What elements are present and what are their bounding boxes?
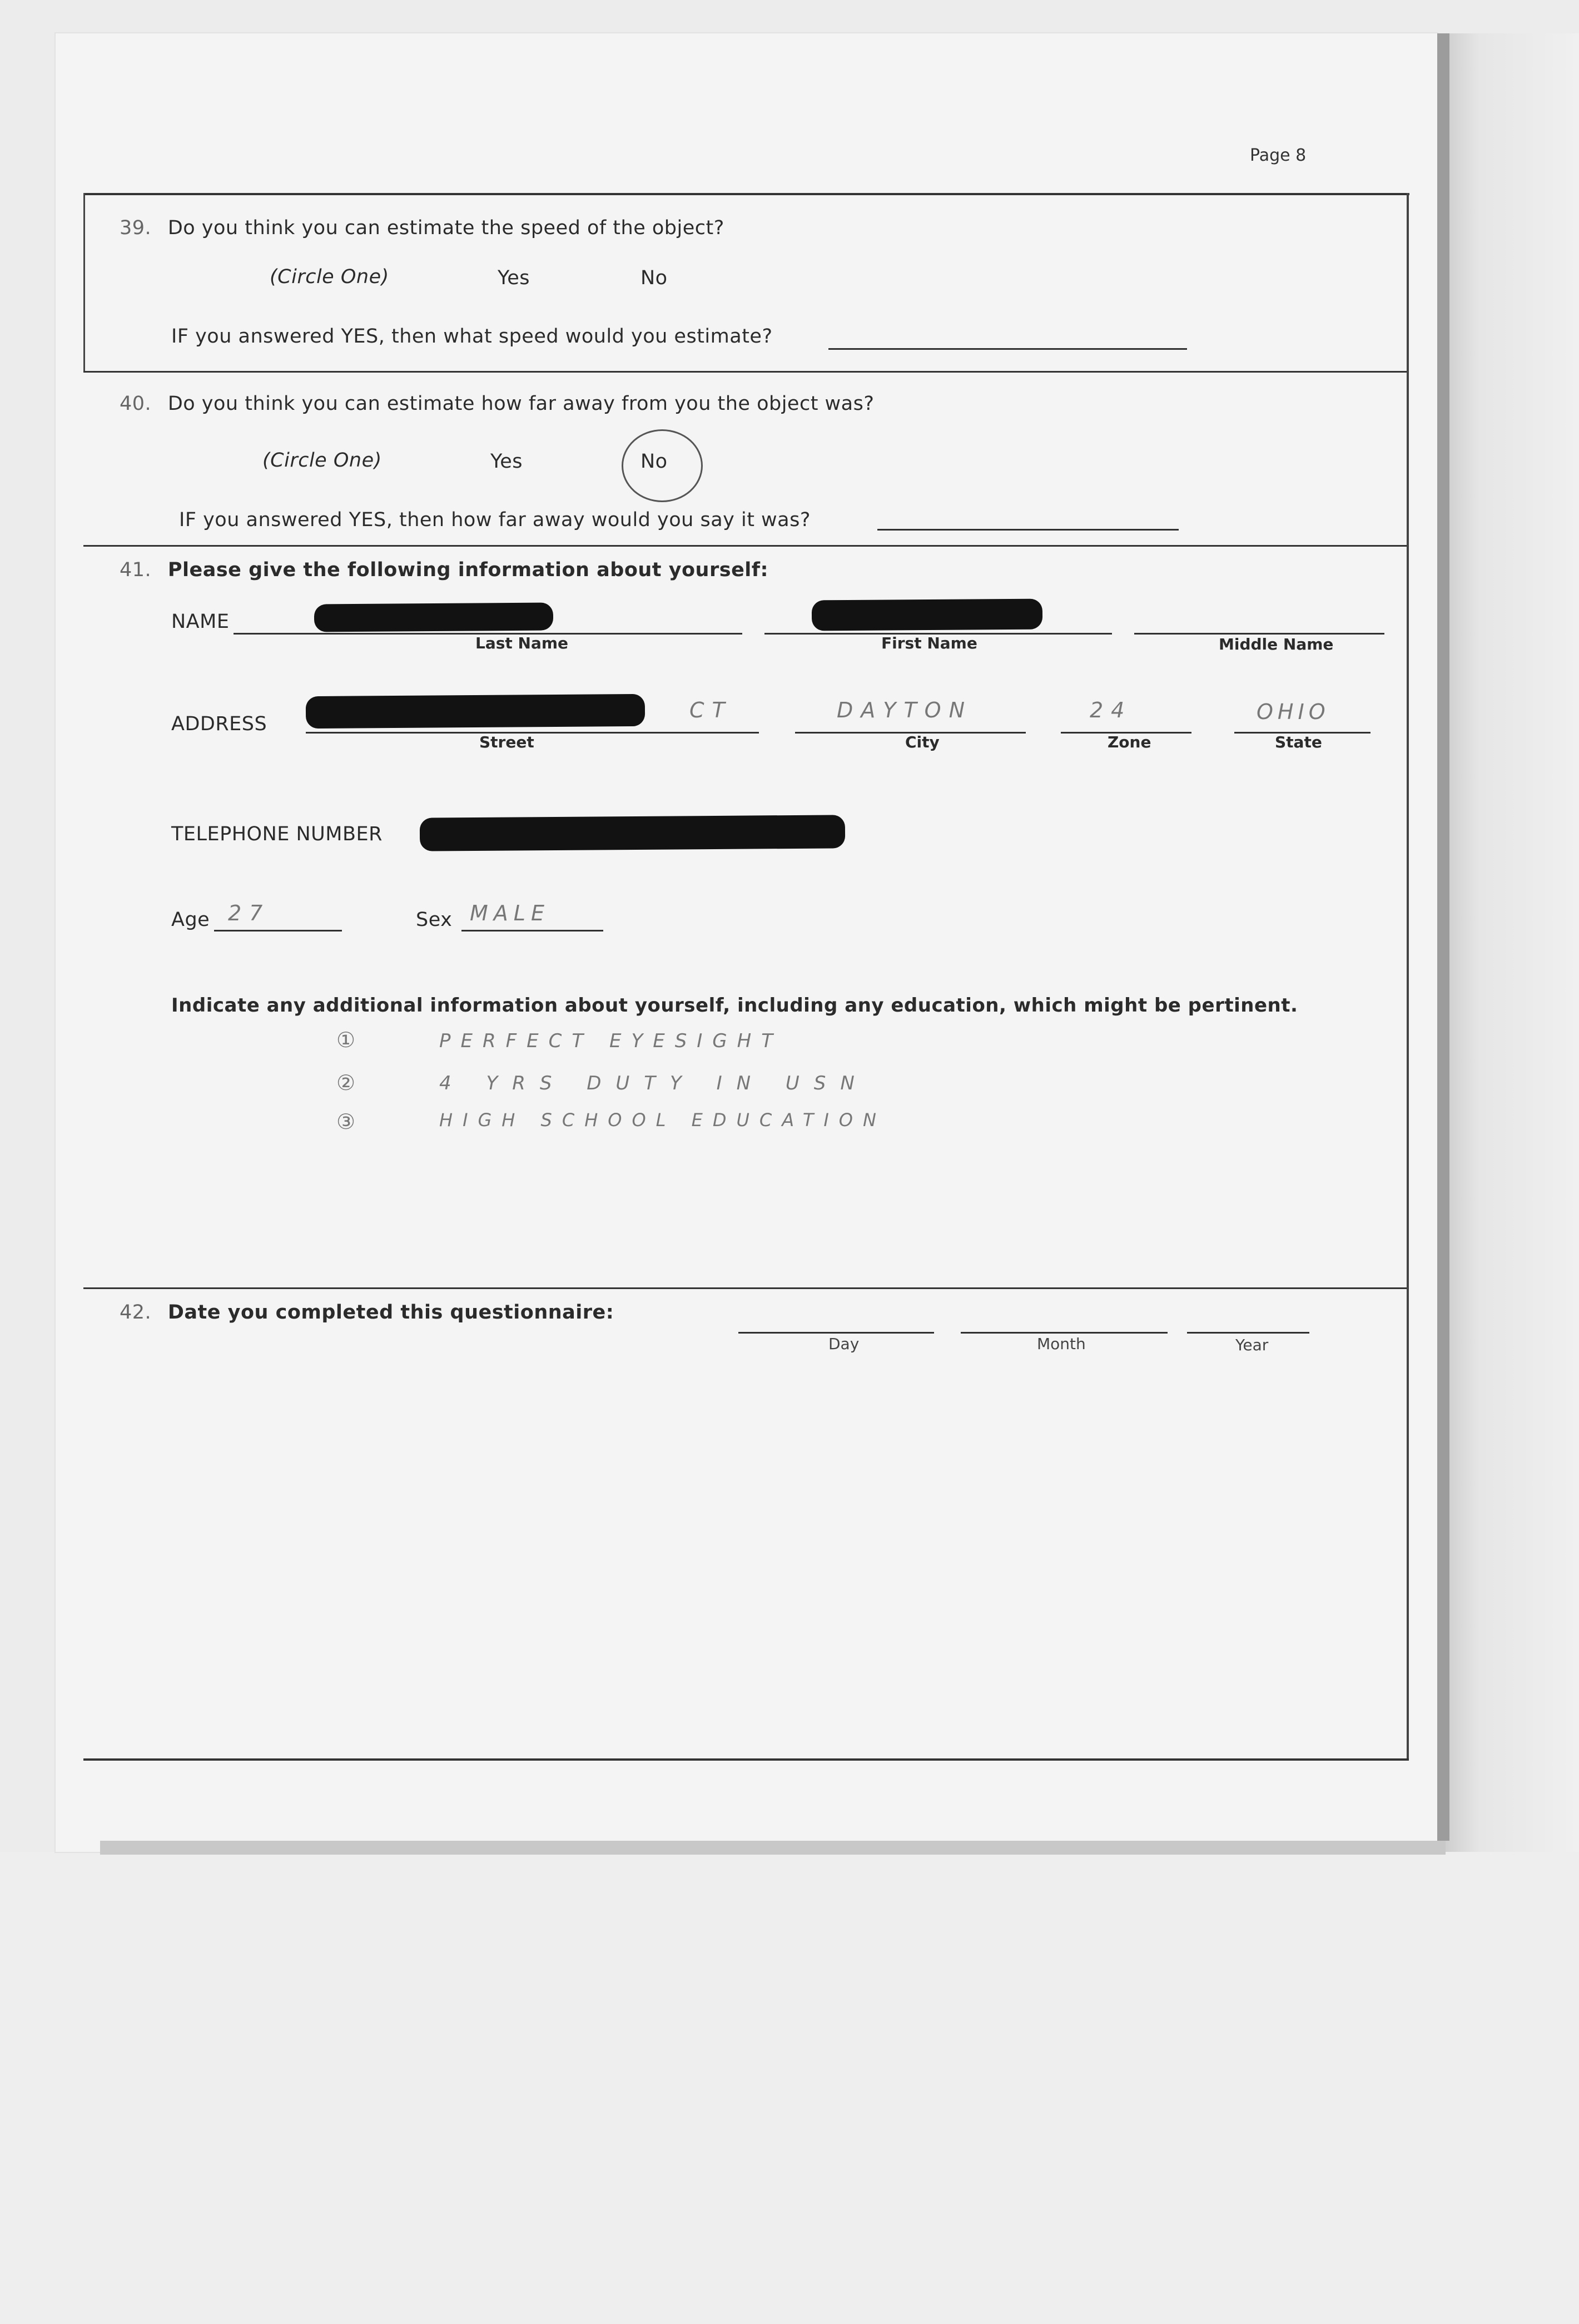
question-42 [120,1301,614,1324]
additional-item-2-text: 4 YRS DUTY IN USN [439,1072,869,1094]
frame-left [83,193,85,371]
divider-41-42 [83,1287,1407,1289]
option-yes: Yes [498,267,530,289]
middle-name-line [1134,633,1384,635]
document-page [56,33,1437,1852]
city-caption: City [905,733,940,751]
telephone-label: TELEPHONE NUMBER [171,823,383,845]
street-caption: Street [479,733,534,751]
divider-39-40 [83,371,1407,373]
additional-item-1-text: PERFECT EYESIGHT [439,1030,783,1052]
option-no-selected: No [640,450,668,473]
speed-answer-line [828,348,1187,350]
circle-one-instruction: (Circle One) [262,449,382,472]
age-label: Age [171,909,210,931]
circle-one-instruction: (Circle One) [270,266,389,288]
question-number: 41. [120,559,152,581]
distance-answer-line [877,529,1179,531]
state-caption: State [1275,733,1322,751]
question-40 [120,393,874,415]
question-text: Date you completed this questionnaire: [167,1301,614,1324]
name-label: NAME [171,611,230,633]
additional-item-3-text: HIGH SCHOOL EDUCATION [439,1109,886,1131]
additional-info-prompt: Indicate any additional information about yourself, including any education, which might be pertinent. [171,994,1298,1017]
middle-name-caption: Middle Name [1219,635,1334,653]
question-text: Do you think you can estimate how far away from you the object was? [167,393,875,415]
option-no: No [640,267,668,289]
redaction-bar [420,815,845,851]
age-line [214,930,342,931]
sex-handwriting: MALE [470,901,550,925]
age-handwriting: 27 [228,901,271,925]
question-number: 39. [120,217,152,239]
page-number: Page 8 [1250,146,1307,165]
frame-bottom [83,1758,1409,1761]
last-name-caption: Last Name [475,634,569,652]
additional-item-2-marker: ② [336,1071,356,1095]
question-41 [120,559,768,581]
followup-speed: IF you answered YES, then what speed would you estimate? [171,325,773,348]
redaction-bar [306,694,645,729]
sex-label: Sex [416,909,453,931]
year-caption: Year [1235,1336,1269,1354]
page-shadow [1437,33,1449,1841]
film-margin [0,1852,1579,2324]
question-number: 42. [120,1301,152,1324]
question-text: Please give the following information about yourself: [167,559,769,581]
month-caption: Month [1037,1335,1086,1353]
additional-item-1-marker: ① [336,1028,356,1052]
month-line [961,1332,1168,1334]
frame-top [83,193,1409,195]
day-caption: Day [828,1335,860,1353]
zone-handwriting: 24 [1090,698,1133,722]
question-text: Do you think you can estimate the speed of the object? [167,217,724,239]
frame-right [1407,193,1409,1758]
zone-caption: Zone [1108,733,1151,751]
year-line [1187,1332,1309,1334]
question-39 [120,217,724,239]
sex-line [461,930,603,931]
question-number: 40. [120,393,152,415]
redaction-bar [314,602,553,632]
page-shadow-bottom [100,1841,1446,1855]
redaction-bar [812,599,1042,631]
option-yes: Yes [490,450,523,473]
state-handwriting: OHIO [1257,700,1330,724]
street-suffix-handwriting: CT [689,698,733,722]
additional-item-3-marker: ③ [336,1109,356,1134]
address-label: ADDRESS [171,713,267,735]
day-line [738,1332,934,1334]
followup-distance: IF you answered YES, then how far away would you say it was? [179,509,811,531]
first-name-caption: First Name [881,634,977,652]
city-handwriting: DAYTON [837,698,973,722]
divider-40-41 [83,545,1407,547]
